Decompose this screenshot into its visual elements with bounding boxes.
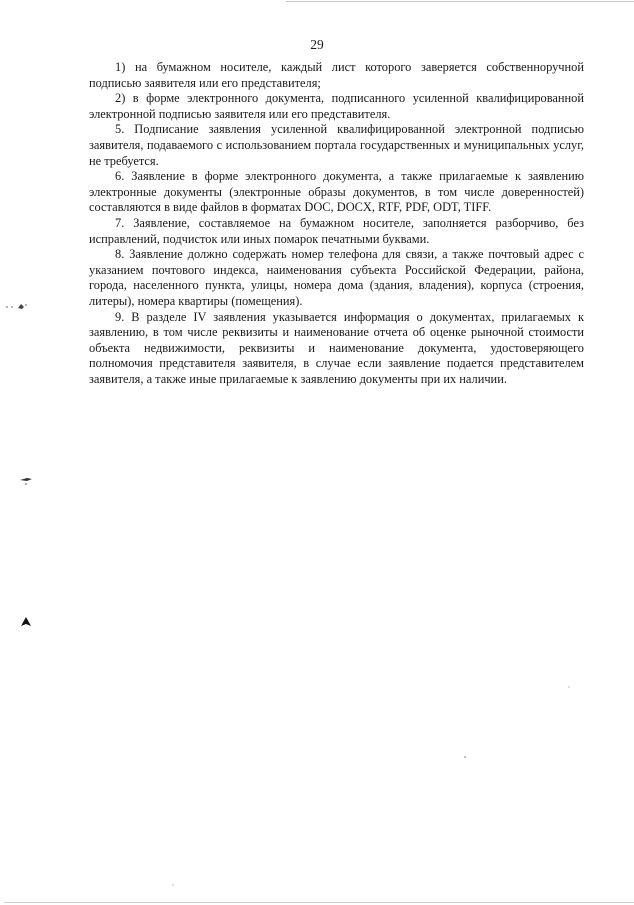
paragraph-clause-8: 8. Заявление должно содержать номер телефона для связи, а также почтовый адрес с указанием почтового индекса, наименования субъекта Российской Федерации, района, города, населенного пункта, улицы, номера дома (здания, владения), корпуса (строения, литеры), номера квартиры (помещения). — [89, 247, 584, 308]
scan-speck-icon — [4, 298, 30, 312]
scan-speck-icon — [170, 882, 176, 888]
bottom-edge-line — [4, 902, 634, 903]
paragraph-item-1: 1) на бумажном носителе, каждый лист которого заверяется собственноручной подписью заявителя или его представителя; — [89, 60, 584, 90]
scan-speck-icon — [462, 754, 468, 760]
top-edge-line — [286, 1, 634, 2]
scan-speck-icon — [18, 614, 34, 630]
paragraph-clause-5: 5. Подписание заявления усиленной квалифицированной электронной подписью заявителя, подаваемого с использованием портала государственных и муниципальных услуг, не требуется. — [89, 122, 584, 168]
scan-speck-icon — [18, 474, 34, 486]
document-body — [89, 60, 584, 387]
page-number: 29 — [310, 37, 324, 52]
paragraph-clause-7: 7. Заявление, составляемое на бумажном носителе, заполняется разборчиво, без исправлений, подчисток или иных помарок печатными буквами. — [89, 215, 584, 246]
paragraph-item-2: 2) в форме электронного документа, подписанного усиленной квалифицированной электронной подписью заявителя или его представителя. — [89, 91, 584, 121]
paragraph-clause-9: 9. В разделе IV заявления указывается информация о документах, прилагаемых к заявлению, в том числе реквизиты и наименование отчета об оценке рыночной стоимости объекта недвижимости, реквизиты и наименование документа, удостоверяющего полномочия представителя заявителя, в случае если заявление подается представителем заявителя, а также иные прилагаемые к заявлению документы при их наличии. — [89, 309, 584, 386]
scan-speck-icon — [566, 684, 572, 690]
paragraph-clause-6: 6. Заявление в форме электронного документа, а также прилагаемые к заявлению электронные документы (электронные образы документов, в том числе доверенностей) составляются в виде файлов в форматах DOC, DOCX, RTF, PDF, ODT, TIFF. — [89, 169, 584, 215]
